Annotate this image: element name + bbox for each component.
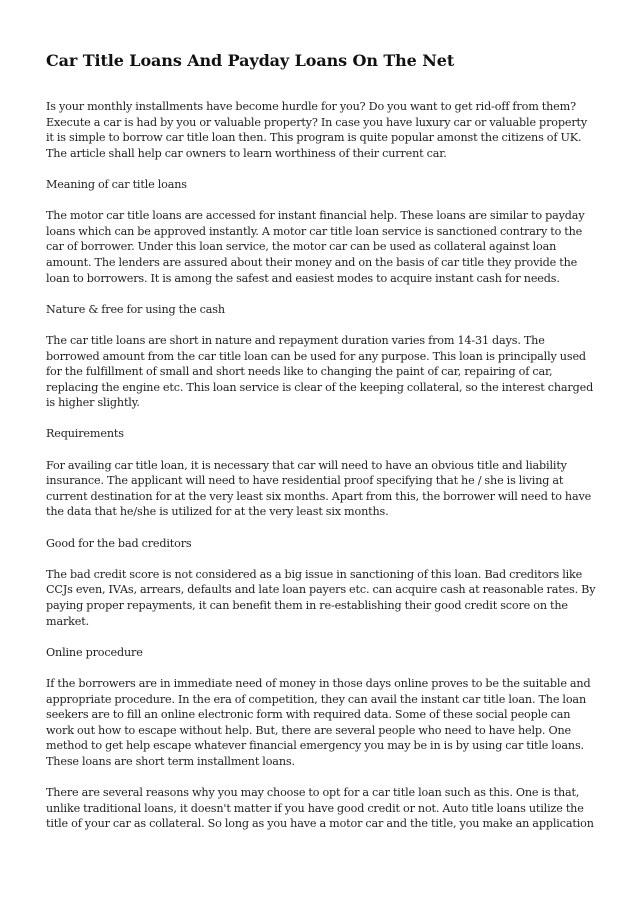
- section-heading-nature: Nature & free for using the cash: [46, 302, 225, 316]
- paragraph-bad-creditors: The bad credit score is not considered as a big issue in sanctioning of this loan. Bad creditors like CCJs even, IVAs, arrears, defaults and late loan payers etc. can acquire cash at reasonable rates. By paying proper repayments, it can benefit them in re-establishing their good credit score on the market.: [46, 567, 596, 628]
- section-heading-meaning: Meaning of car title loans: [46, 177, 187, 191]
- paragraph-online-procedure: If the borrowers are in immediate need of money in those days online proves to be the suitable and appropriate procedure. In the era of competition, they can avail the instant car title loan. The loan seekers are to fill an online electronic form with required data. Some of these social people can work out how to escape without help. But, there are several people who need to have help. One method to get help escape whatever financial emergency you may be in is by using car title loans. These loans are short term installment loans.: [46, 676, 591, 768]
- section-heading-bad-creditors: Good for the bad creditors: [46, 536, 192, 550]
- paragraph-reasons: There are several reasons why you may choose to opt for a car title loan such as this. One is that, unlike traditional loans, it doesn't matter if you have good credit or not. Auto title loans utilize the title of your car as collateral. So long as you have a motor car and the title, you make an application: [46, 786, 594, 831]
- paragraph-meaning: The motor car title loans are accessed for instant financial help. These loans are similar to payday loans which can be approved instantly. A motor car title loan service is sanctioned contrary to the car of borrower. Under this loan service, the motor car can be used as collateral against loan amount. The lenders are assured about their money and on the basis of car title they provide the loan to borrowers. It is among the safest and easiest modes to acquire instant cash for needs.: [46, 209, 585, 285]
- section-heading-online-procedure: Online procedure: [46, 645, 143, 659]
- document-title: Car Title Loans And Payday Loans On The Net: [46, 51, 455, 70]
- section-heading-requirements: Requirements: [46, 427, 124, 441]
- paragraph-requirements: For availing car title loan, it is necessary that car will need to have an obvious title and liability insurance. The applicant will need to have residential proof specifying that he / she is living at current destination for at the very least six months. Apart from this, the borrower will need to have the data that he/she is utilized for at the very least six months.: [46, 458, 592, 519]
- paragraph-nature: The car title loans are short in nature and repayment duration varies from 14-31 days. The borrowed amount from the car title loan can be used for any purpose. This loan is principally used for the fulfillment of small and short needs like to changing the paint of car, repairing of car, replacing the engine etc. This loan service is clear of the keeping collateral, so the interest charged is higher slightly.: [46, 333, 594, 410]
- document-page: [46, 50, 596, 848]
- paragraph-intro: Is your monthly installments have become hurdle for you? Do you want to get rid-off from them? Execute a car is had by you or valuable property? In case you have luxury car or valuable property it is simple to borrow car title loan then. This program is quite popular amonst the citizens of UK. The article shall help car owners to learn worthiness of their current car.: [46, 100, 588, 160]
